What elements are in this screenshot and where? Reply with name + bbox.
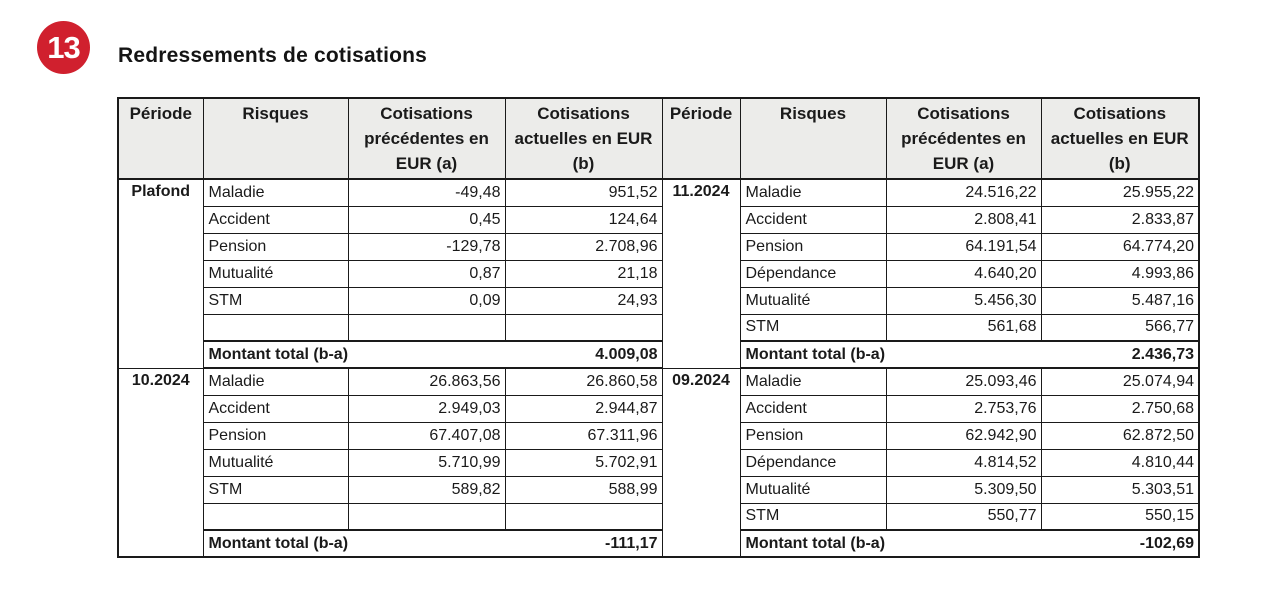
previous-amount-cell: 561,68 xyxy=(886,314,1041,341)
current-amount-cell: 2.708,96 xyxy=(505,233,662,260)
current-amount-cell: 2.750,68 xyxy=(1041,395,1199,422)
risk-cell: Maladie xyxy=(203,368,348,395)
current-amount-cell: 4.993,86 xyxy=(1041,260,1199,287)
table-row xyxy=(118,314,1199,341)
table-header-row xyxy=(118,98,1199,179)
table-row xyxy=(118,368,1199,395)
current-amount-cell xyxy=(505,314,662,341)
previous-amount-cell: 2.753,76 xyxy=(886,395,1041,422)
risk-cell: STM xyxy=(203,287,348,314)
total-label-cell: Montant total (b-a) xyxy=(740,341,1041,368)
col-header-previous-left: Cotisations précédentes en EUR (a) xyxy=(348,98,505,179)
page-title: Redressements de cotisations xyxy=(118,44,428,67)
risk-cell: Mutualité xyxy=(740,287,886,314)
previous-amount-cell xyxy=(348,314,505,341)
period-cell: 09.2024 xyxy=(662,368,740,557)
total-row xyxy=(118,341,1199,368)
table-row xyxy=(118,422,1199,449)
current-amount-cell: 951,52 xyxy=(505,179,662,206)
risk-cell: Pension xyxy=(203,422,348,449)
total-amount-cell: -111,17 xyxy=(505,530,662,557)
risk-cell: Mutualité xyxy=(740,476,886,503)
table-row xyxy=(118,503,1199,530)
previous-amount-cell: 26.863,56 xyxy=(348,368,505,395)
risk-cell: Accident xyxy=(740,206,886,233)
previous-amount-cell: 0,87 xyxy=(348,260,505,287)
current-amount-cell xyxy=(505,503,662,530)
current-amount-cell: 25.955,22 xyxy=(1041,179,1199,206)
table-row xyxy=(118,233,1199,260)
risk-cell: STM xyxy=(740,503,886,530)
risk-cell: Accident xyxy=(740,395,886,422)
total-label-cell: Montant total (b-a) xyxy=(740,530,1041,557)
previous-amount-cell: 0,45 xyxy=(348,206,505,233)
previous-amount-cell: -49,48 xyxy=(348,179,505,206)
current-amount-cell: 124,64 xyxy=(505,206,662,233)
previous-amount-cell xyxy=(348,503,505,530)
previous-amount-cell: 550,77 xyxy=(886,503,1041,530)
total-row xyxy=(118,530,1199,557)
previous-amount-cell: 2.808,41 xyxy=(886,206,1041,233)
previous-amount-cell: 4.640,20 xyxy=(886,260,1041,287)
total-label-cell: Montant total (b-a) xyxy=(203,341,505,368)
previous-amount-cell: 64.191,54 xyxy=(886,233,1041,260)
previous-amount-cell: 4.814,52 xyxy=(886,449,1041,476)
risk-cell: STM xyxy=(203,476,348,503)
current-amount-cell: 4.810,44 xyxy=(1041,449,1199,476)
period-cell: 10.2024 xyxy=(118,368,203,557)
col-header-periode-right: Période xyxy=(662,98,740,179)
risk-cell: Pension xyxy=(740,422,886,449)
table-row xyxy=(118,287,1199,314)
col-header-current-right: Cotisations actuelles en EUR (b) xyxy=(1041,98,1199,179)
previous-amount-cell: 2.949,03 xyxy=(348,395,505,422)
risk-cell: Maladie xyxy=(740,179,886,206)
risk-cell xyxy=(203,314,348,341)
current-amount-cell: 588,99 xyxy=(505,476,662,503)
current-amount-cell: 24,93 xyxy=(505,287,662,314)
current-amount-cell: 5.487,16 xyxy=(1041,287,1199,314)
period-cell: Plafond xyxy=(118,179,203,368)
total-amount-cell: 2.436,73 xyxy=(1041,341,1199,368)
current-amount-cell: 26.860,58 xyxy=(505,368,662,395)
risk-cell xyxy=(203,503,348,530)
col-header-risques-right: Risques xyxy=(740,98,886,179)
current-amount-cell: 2.833,87 xyxy=(1041,206,1199,233)
col-header-current-left: Cotisations actuelles en EUR (b) xyxy=(505,98,662,179)
risk-cell: Dépendance xyxy=(740,449,886,476)
current-amount-cell: 62.872,50 xyxy=(1041,422,1199,449)
current-amount-cell: 566,77 xyxy=(1041,314,1199,341)
risk-cell: STM xyxy=(740,314,886,341)
col-header-previous-right: Cotisations précédentes en EUR (a) xyxy=(886,98,1041,179)
current-amount-cell: 21,18 xyxy=(505,260,662,287)
previous-amount-cell: 24.516,22 xyxy=(886,179,1041,206)
cotisations-table xyxy=(117,97,1200,558)
previous-amount-cell: 5.710,99 xyxy=(348,449,505,476)
current-amount-cell: 5.303,51 xyxy=(1041,476,1199,503)
period-cell: 11.2024 xyxy=(662,179,740,368)
table-row xyxy=(118,395,1199,422)
risk-cell: Pension xyxy=(203,233,348,260)
current-amount-cell: 5.702,91 xyxy=(505,449,662,476)
current-amount-cell: 550,15 xyxy=(1041,503,1199,530)
current-amount-cell: 25.074,94 xyxy=(1041,368,1199,395)
risk-cell: Maladie xyxy=(203,179,348,206)
total-label-cell: Montant total (b-a) xyxy=(203,530,505,557)
risk-cell: Accident xyxy=(203,206,348,233)
risk-cell: Dépendance xyxy=(740,260,886,287)
previous-amount-cell: 62.942,90 xyxy=(886,422,1041,449)
total-amount-cell: 4.009,08 xyxy=(505,341,662,368)
table-row xyxy=(118,206,1199,233)
risk-cell: Mutualité xyxy=(203,449,348,476)
previous-amount-cell: 67.407,08 xyxy=(348,422,505,449)
risk-cell: Maladie xyxy=(740,368,886,395)
previous-amount-cell: 25.093,46 xyxy=(886,368,1041,395)
previous-amount-cell: 5.456,30 xyxy=(886,287,1041,314)
current-amount-cell: 67.311,96 xyxy=(505,422,662,449)
table-row xyxy=(118,260,1199,287)
risk-cell: Accident xyxy=(203,395,348,422)
table-row xyxy=(118,476,1199,503)
current-amount-cell: 64.774,20 xyxy=(1041,233,1199,260)
section-number-badge xyxy=(37,21,90,74)
table-row xyxy=(118,449,1199,476)
badge-number: 13 xyxy=(47,29,80,65)
col-header-risques-left: Risques xyxy=(203,98,348,179)
total-amount-cell: -102,69 xyxy=(1041,530,1199,557)
current-amount-cell: 2.944,87 xyxy=(505,395,662,422)
risk-cell: Pension xyxy=(740,233,886,260)
risk-cell: Mutualité xyxy=(203,260,348,287)
previous-amount-cell: 0,09 xyxy=(348,287,505,314)
previous-amount-cell: 589,82 xyxy=(348,476,505,503)
previous-amount-cell: 5.309,50 xyxy=(886,476,1041,503)
previous-amount-cell: -129,78 xyxy=(348,233,505,260)
table-row xyxy=(118,179,1199,206)
col-header-periode-left: Période xyxy=(118,98,203,179)
